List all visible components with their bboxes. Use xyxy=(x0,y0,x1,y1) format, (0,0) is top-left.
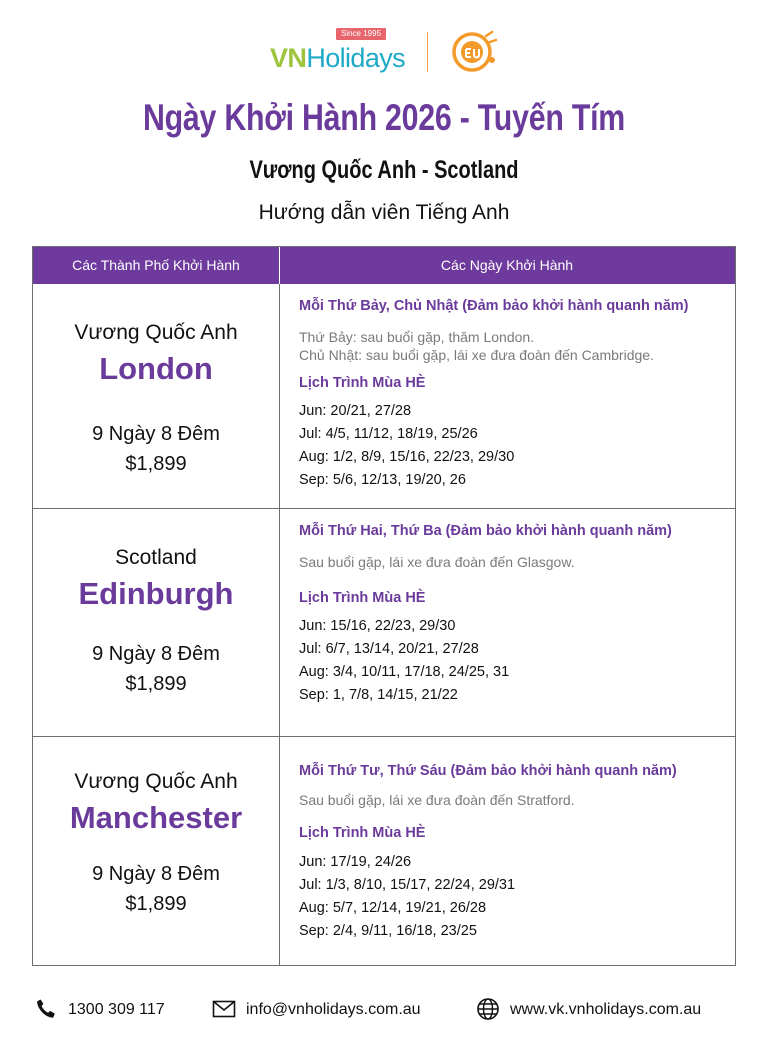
date-line: Aug: 1/2, 8/9, 15/16, 22/23, 29/30 xyxy=(299,449,515,465)
goeu-logo-icon[interactable] xyxy=(450,30,498,74)
note-text: Sau buổi gặp, lái xe đưa đoàn đến Stratford. xyxy=(299,792,575,808)
contact-website[interactable] xyxy=(476,995,736,1025)
city-name: Edinburgh xyxy=(78,576,234,611)
table-row-london xyxy=(33,284,735,508)
date-line: Jul: 1/3, 8/10, 15/17, 22/24, 29/31 xyxy=(299,877,516,893)
note-text: Sau buổi gặp, lái xe đưa đoàn đến Glasgow. xyxy=(299,554,575,570)
country-name: Scotland xyxy=(115,546,197,569)
tour-duration: 9 Ngày 8 Đêm xyxy=(92,863,220,885)
vnholidays-logo[interactable] xyxy=(270,28,406,76)
email-address: info@vnholidays.com.au xyxy=(246,1001,421,1018)
phone-number: 1300 309 117 xyxy=(68,1001,165,1018)
website-url: www.vk.vnholidays.com.au xyxy=(510,1001,702,1018)
city-name: Manchester xyxy=(69,800,243,835)
page-title: Ngày Khởi Hành 2026 - Tuyến Tím xyxy=(142,97,626,138)
date-line: Sep: 2/4, 9/11, 16/18, 23/25 xyxy=(299,923,477,939)
table-header xyxy=(33,247,735,284)
wordmark-vn: VN xyxy=(270,43,307,73)
date-line: Jul: 6/7, 13/14, 20/21, 27/28 xyxy=(299,641,479,657)
mail-icon xyxy=(212,997,236,1021)
table-row-edinburgh xyxy=(33,509,735,736)
phone-icon xyxy=(34,997,58,1021)
page-subtitle: Vương Quốc Anh - Scotland xyxy=(249,156,519,184)
city-name: London xyxy=(99,351,213,386)
table-row-manchester xyxy=(33,737,735,965)
guarantee-text: Mỗi Thứ Bảy, Chủ Nhật (Đảm bảo khởi hành quanh năm) xyxy=(299,298,689,314)
date-line: Jun: 15/16, 22/23, 29/30 xyxy=(299,618,456,634)
country-name: Vương Quốc Anh xyxy=(74,770,238,793)
contact-footer xyxy=(0,995,768,1025)
wordmark-holidays: Holidays xyxy=(306,43,406,73)
date-line: Jun: 17/19, 24/26 xyxy=(299,854,412,870)
note-text: Chủ Nhật: sau buổi gặp, lái xe đưa đoàn đến Cambridge. xyxy=(299,347,654,363)
tour-duration: 9 Ngày 8 Đêm xyxy=(92,423,220,445)
date-line: Sep: 5/6, 12/13, 19/20, 26 xyxy=(299,472,466,488)
tour-price: $1,899 xyxy=(125,453,187,475)
vnholidays-wordmark xyxy=(270,42,405,74)
country-name: Vương Quốc Anh xyxy=(74,321,238,344)
since-badge: Since 1995 xyxy=(336,28,386,40)
date-line: Aug: 5/7, 12/14, 19/21, 26/28 xyxy=(299,900,487,916)
departure-table xyxy=(32,246,736,966)
header-cities: Các Thành Phố Khởi Hành xyxy=(72,257,240,273)
logo-bar xyxy=(0,28,768,76)
note-text: Thứ Bảy: sau buổi gặp, thăm London. xyxy=(299,329,535,345)
date-line: Aug: 3/4, 10/11, 17/18, 24/25, 31 xyxy=(299,664,510,680)
tour-duration: 9 Ngày 8 Đêm xyxy=(92,643,220,665)
summer-schedule-label: Lịch Trình Mùa HÈ xyxy=(299,375,426,391)
summer-schedule-label: Lịch Trình Mùa HÈ xyxy=(299,590,426,606)
date-line: Sep: 1, 7/8, 14/15, 21/22 xyxy=(299,687,458,703)
tour-price: $1,899 xyxy=(125,673,187,695)
tour-price: $1,899 xyxy=(125,893,187,915)
date-line: Jul: 4/5, 11/12, 18/19, 25/26 xyxy=(299,426,478,442)
contact-email[interactable] xyxy=(212,995,442,1025)
guarantee-text: Mỗi Thứ Hai, Thứ Ba (Đảm bảo khởi hành quanh năm) xyxy=(299,523,672,539)
logo-divider xyxy=(427,32,428,72)
date-line: Jun: 20/21, 27/28 xyxy=(299,403,412,419)
header-dates: Các Ngày Khởi Hành xyxy=(440,257,574,273)
guarantee-text: Mỗi Thứ Tư, Thứ Sáu (Đảm bảo khởi hành quanh năm) xyxy=(299,763,677,779)
summer-schedule-label: Lịch Trình Mùa HÈ xyxy=(299,825,426,841)
guide-language: Hướng dẫn viên Tiếng Anh xyxy=(258,201,510,224)
contact-phone[interactable] xyxy=(34,995,204,1025)
globe-icon xyxy=(476,997,500,1021)
